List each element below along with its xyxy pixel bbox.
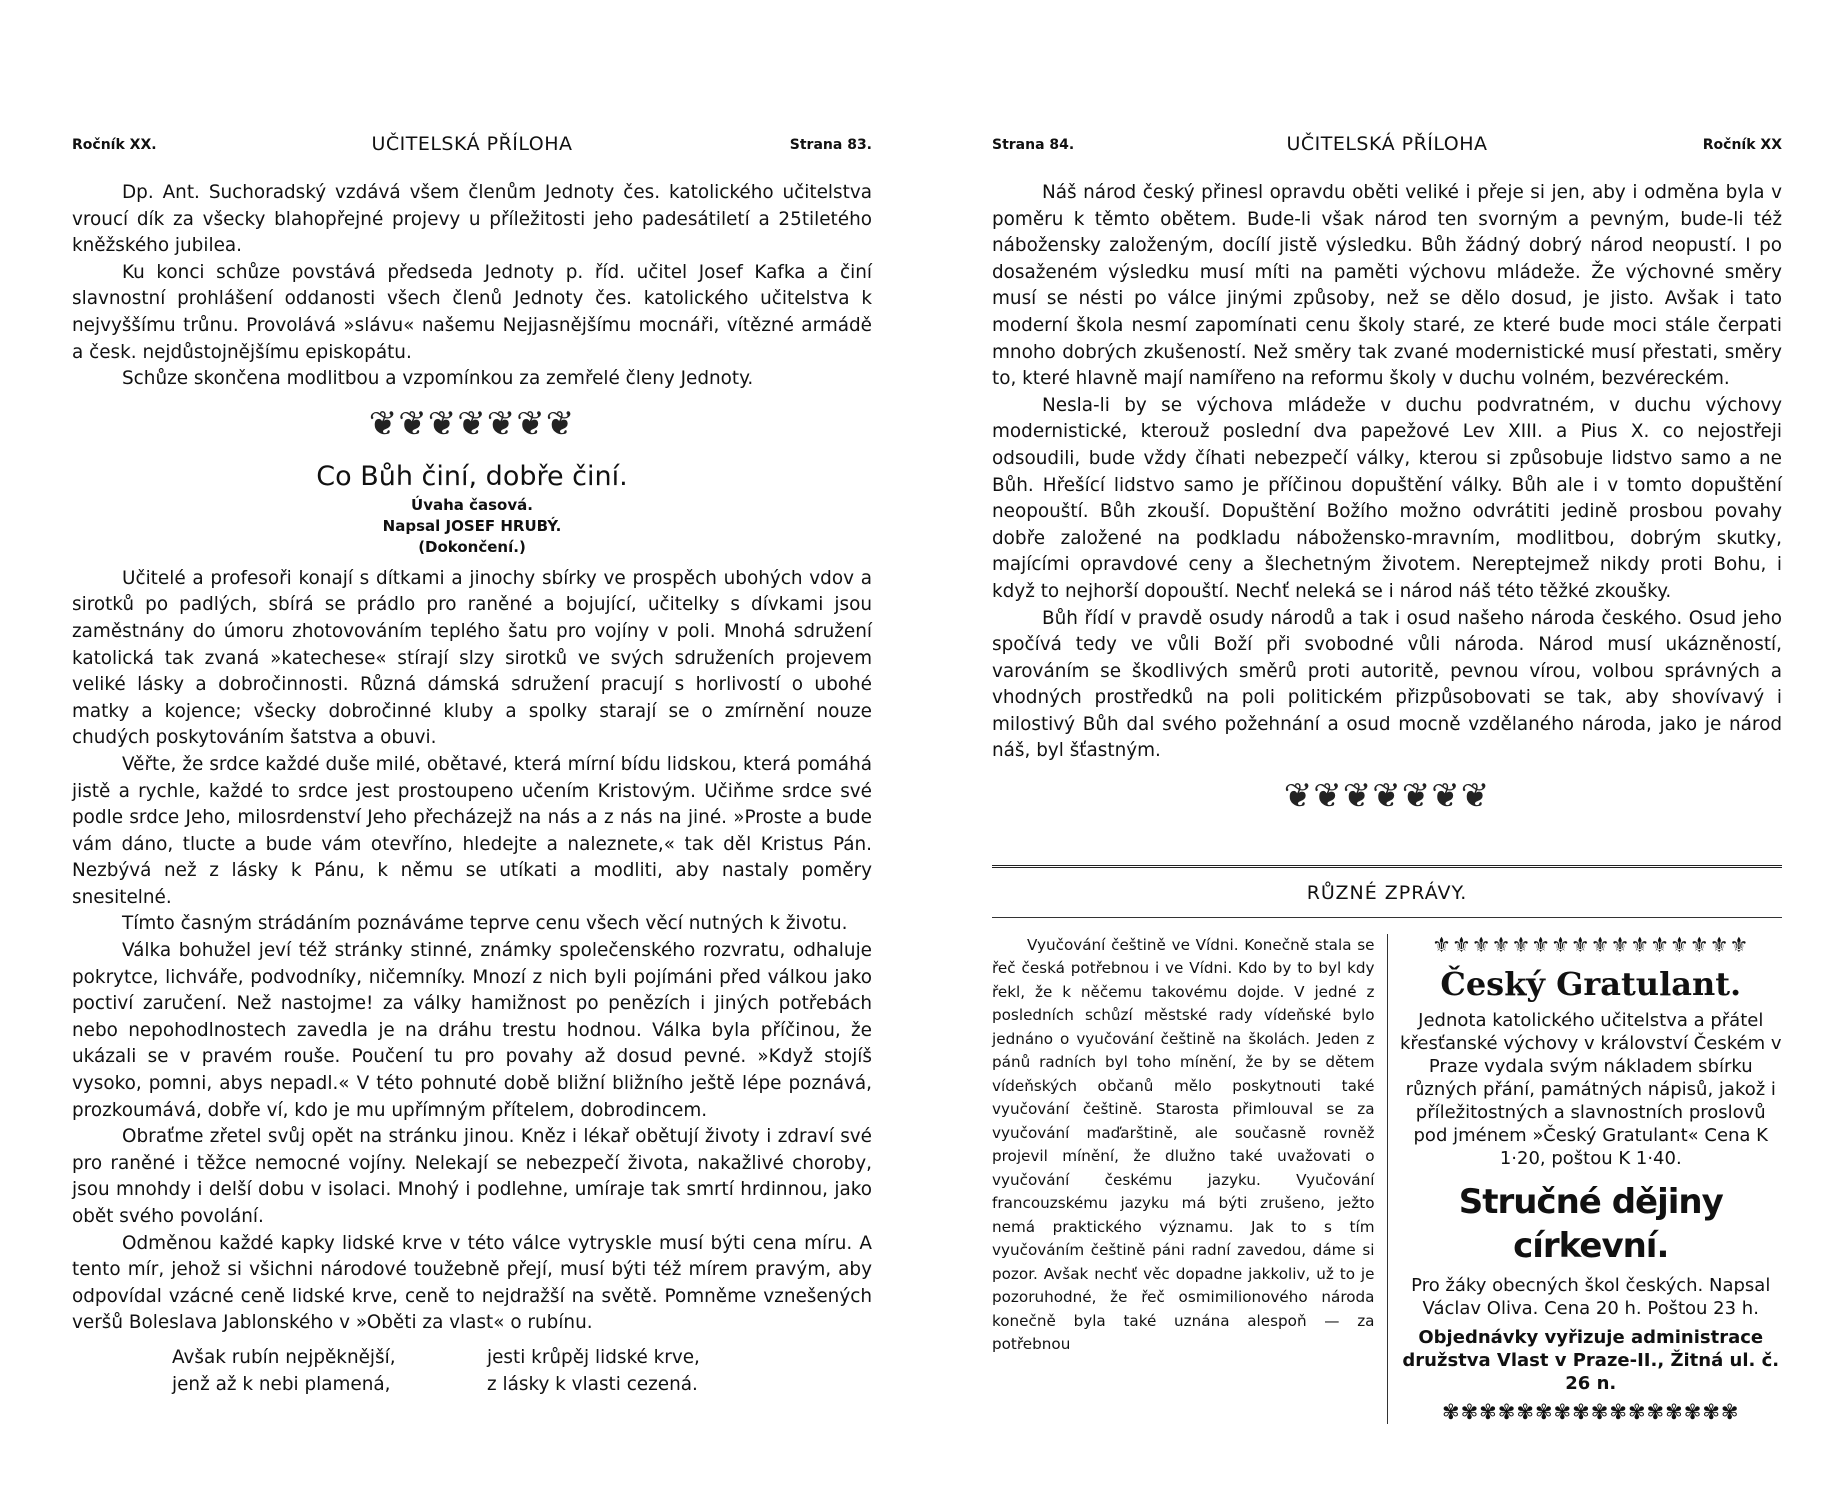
news-column <box>992 934 1388 1424</box>
paragraph: Schůze skončena modlitbou a vzpomínkou za zemřelé členy Jednoty. <box>122 368 754 390</box>
article-title: Co Bůh činí, dobře činí. <box>316 460 628 492</box>
ornament-divider: ❦❦❦❦❦❦❦ <box>1283 776 1491 817</box>
right-page <box>992 0 1782 1500</box>
paragraph: Odměnou každé kapky lidské krve v této válce vytryskle musí býti cena míru. A tento mír, jehož si všichni národové toužebně přejí, musí býti též mírem pravým, aby odpovídal vzácné ceně lidské krve, ceně to nejdražší na světě. Pomněme vznešených veršů Boleslava Jablonského v »Oběti za vlast« o rubínu. <box>72 1232 872 1334</box>
right-header-volume: Ročník XX <box>1702 137 1782 153</box>
left-header-page: Strana 83. <box>789 137 872 153</box>
paragraph: Náš národ český přinesl opravdu oběti veliké i přeje si jen, aby i odměna byla v poměru k těmto obětem. Bude-li však národ ten svorným a pevným, bude-li též nábožensky založeným, docílí jistě výsledku. Bůh žádný dobrý národ neopustí. I po dosaženém výsledku musí míti na paměti výchovu mládeže. Že výchovné směry musí se nésti po válce jinými způsoby, než se dělo dosud, je jisto. Avšak i tato moderní škola nesmí zapomínati cenu školy staré, ze které bude moci stále čerpati mnoho dobrých zkušeností. Než směry tak zvané modernistické musí přestati, směry to, které hlavně mají namířeno na reformu školy v duchu volném, bezvéreckém. <box>992 182 1782 390</box>
paragraph: Učitelé a profesoři konají s dítkami a jinochy sbírky ve prospěch ubohých vdov a sirotků po padlých, sbírá se prádlo pro raněné a bojující, učitelky s dívkami jsou zaměstnány do úmoru zhotovováním teplého šatu pro vojíny v poli. Mnohá sdružení katolická tak zvaná »katechese« stírají slzy sirotků ve svých sdruženích projevem veliké lásky a dobročinnosti. Různá dámská sdružení pracují s horlivostí o ubohé matky a kojence; všecky dobročinné kluby a spolky starají se o zmírnění nouze chudých poskytováním šatstva a obuvi. <box>72 567 872 749</box>
left-header-volume: Ročník XX. <box>72 137 157 153</box>
advert-title: Stručné dějiny církevní. <box>1458 1181 1723 1266</box>
right-header-page: Strana 84. <box>992 137 1075 153</box>
paragraph: Nesla-li by se výchova mládeže v duchu podvratném, v duchu výchovy modernistické, kterouž poslední dva papežové Lev XIII. a Pius X. co nejostřeji odsoudili, bude vždy číhati nebezpečí války, kterou si způsobuje lidstvo samo a ne Bůh. Hřešící lidstvo samo je příčinou dopuštění války. Bůh ale i v tomto dopuštění neopouští. Bůh zkouší. Dopuštění Božího možno odvrátiti jedině prosbou povahy dobře založené na podkladu nábožensko-mravním, modlitbou, dobrým skutky, majícími opravdové ceny a šlechetným životem. Nereptejmež nikdy proti Bohu, i když to nejhorší dopouští. Nechť neleká se i národ náš této těžké zkoušky. <box>992 394 1782 602</box>
article-author: Napsal JOSEF HRUBÝ. <box>382 516 562 535</box>
left-body <box>72 180 872 1398</box>
advert-text: Pro žáky obecných škol českých. Napsal Václav Oliva. Cena 20 h. Poštou 23 h. <box>1411 1274 1771 1319</box>
news-item: Vyučování češtině ve Vídni. Konečně stala se řeč česká potřebnou i ve Vídni. Kdo by to byl kdy řekl, že k něčemu takovému dojde. V jedné z posledních schůzí městské rady vídeňské bylo jednáno o vyučování češtině na školách. Jeden z pánů radních byl toho mínění, že by se dětem vídeňských občanů mělo poskytnouti také vyučování češtině. Starosta přimlouval se za vyučování maďarštině, ale současně rovněž projevil mínění, že dlužno také uvažovati o vyučování českému jazyku. Vyučování francouzskému jazyku má býti zrušeno, ježto nemá praktického významu. Jak to s tím vyučováním češtině páni radní zavedou, dáme si pozor. Avšak nechť věc dopadne jakkoliv, už to je pozoruhodné, že řeč osmimilionového národa konečně byla také uznána alespoň — za potřebnou <box>992 935 1375 1354</box>
double-rule <box>992 865 1782 868</box>
paragraph: Dp. Ant. Suchoradský vzdává všem členům Jednoty čes. katolického učitelstva vroucí dík za všecky blahopřejné projevy u příležitosti jeho padesátiletí a 25tiletého kněžského jubilea. <box>72 182 872 257</box>
news-columns <box>992 934 1782 1424</box>
paragraph: Věřte, že srdce každé duše milé, obětavé, která mírní bídu lidskou, která pomáhá jistě a rychle, každé to srdce jest prostoupeno učením Kristovým. Učiňme srdce své podle srdce Jeho, milosrdenství Jeho přecházejž na nás a z nás na jiné. »Proste a bude vám dáno, tlucte a bude vám otevříno, hledejte a naleznete,« tak děl Kristus Pán. Nezbývá než z lásky k Pánu, k němu se utíkati a modliti, aby nastaly poměry snesitelné. <box>72 753 872 908</box>
poem-line: jesti krůpěj lidské krve, <box>487 1346 700 1368</box>
poem-line: z lásky k vlasti cezená. <box>487 1373 698 1395</box>
paragraph: Tímto časným strádáním poznáváme teprve cenu všech věcí nutných k životu. <box>122 913 848 935</box>
left-page <box>72 0 872 1500</box>
poem <box>172 1345 872 1398</box>
right-header-title: UČITELSKÁ PŘÍLOHA <box>1286 133 1488 155</box>
right-body <box>992 180 1782 1424</box>
paragraph: Válka bohužel jeví též stránky stinné, známky společenského rozvratu, odhaluje pokrytce, lichváře, podvodníky, ničemníky. Mnozí z nich byli pojímáni před válkou jako poctiví zaručení. Než nastojme! za války hamižnost po penězích i jiných potřebách nebo nepohodlnostech zavedla je na dráhu trestu hodnou. Válka byla příčinou, že ukázali se v pravém rouše. Poučení tu pro povahy až dosud pevné. »Když stojíš vysoko, pomni, abys nepadl.« V této pohnuté době bližní bližního ještě lépe poznává, prozkoumává, dobře ví, kdo je mu upřímným přítelem, dobrodincem. <box>72 940 872 1121</box>
poem-line: Avšak rubín nejpěknější, <box>172 1346 396 1368</box>
paragraph: Ku konci schůze povstává předseda Jednoty p. říd. učitel Josef Kafka a činí slavnostní prohlášení oddanosti všech členů Jednoty čes. katolického učitelstva k nejvyššímu trůnu. Provolává »slávu« našemu Nejjasnějšímu mocnáři, vítězné armádě a česk. nejdůstojnějšímu episkopátu. <box>72 261 872 363</box>
left-header-title: UČITELSKÁ PŘÍLOHA <box>371 133 573 155</box>
ornament-border: ✾✾✾✾✾✾✾✾✾✾✾✾✾✾✾✾ <box>1441 1399 1740 1424</box>
advert-order: Objednávky vyřizuje administrace družstva Vlast v Praze-II., Žitná ul. č. 26 n. <box>1402 1326 1780 1394</box>
advert-column <box>1388 934 1783 1424</box>
section-rule <box>992 917 1782 918</box>
advert-title: Český Gratulant. <box>1440 964 1742 1003</box>
left-header <box>72 133 872 159</box>
article-subtitle: Úvaha časová. <box>411 495 533 514</box>
paragraph: Bůh řídí v pravdě osudy národů a tak i osud našeho národa českého. Osud jeho spočívá tedy ve vůli Boží při svobodné vůli národa. Národ musí ukázněností, varováním se škodlivých směrů proti autoritě, pevnou vírou, volbou správných a vhodných prostředků na poli politickém přizpůsobovati se tak, aby shovívavý i milostivý Bůh dal svého požehnání a osud mocně vzdělaného národa, jako je národ náš, byl šťastným. <box>992 607 1782 762</box>
article-note: (Dokončení.) <box>418 537 526 556</box>
ornament-divider: ❦❦❦❦❦❦❦ <box>368 403 576 444</box>
right-header <box>992 133 1782 159</box>
poem-line: jenž až k nebi plamená, <box>172 1373 391 1395</box>
paragraph: Obraťme zřetel svůj opět na stránku jinou. Kněz i lékař obětují životy i zdraví své pro raněné i těžce nemocné vojíny. Nelekají se nebezpečí života, nakažlivé choroby, jsou mnohdy i delší dobu v isolaci. Mnohý i podlehne, umíraje tak smrtí hrdinnou, jako obět svého povolání. <box>72 1126 872 1227</box>
section-title: RŮZNÉ ZPRÁVY. <box>1306 882 1468 905</box>
advert-text: Jednota katolického učitelstva a přátel křesťanské výchovy v království Českém v Praze vydala svým nákladem sbírku různých přání, památných nápisů, jakož i příležitostných a slavnostních proslovů pod jménem »Český Gratulant« Cena K 1·20, poštou K 1·40. <box>1400 1009 1782 1169</box>
ornament-border: ⚜⚜⚜⚜⚜⚜⚜⚜⚜⚜⚜⚜⚜⚜⚜⚜ <box>1432 932 1750 957</box>
